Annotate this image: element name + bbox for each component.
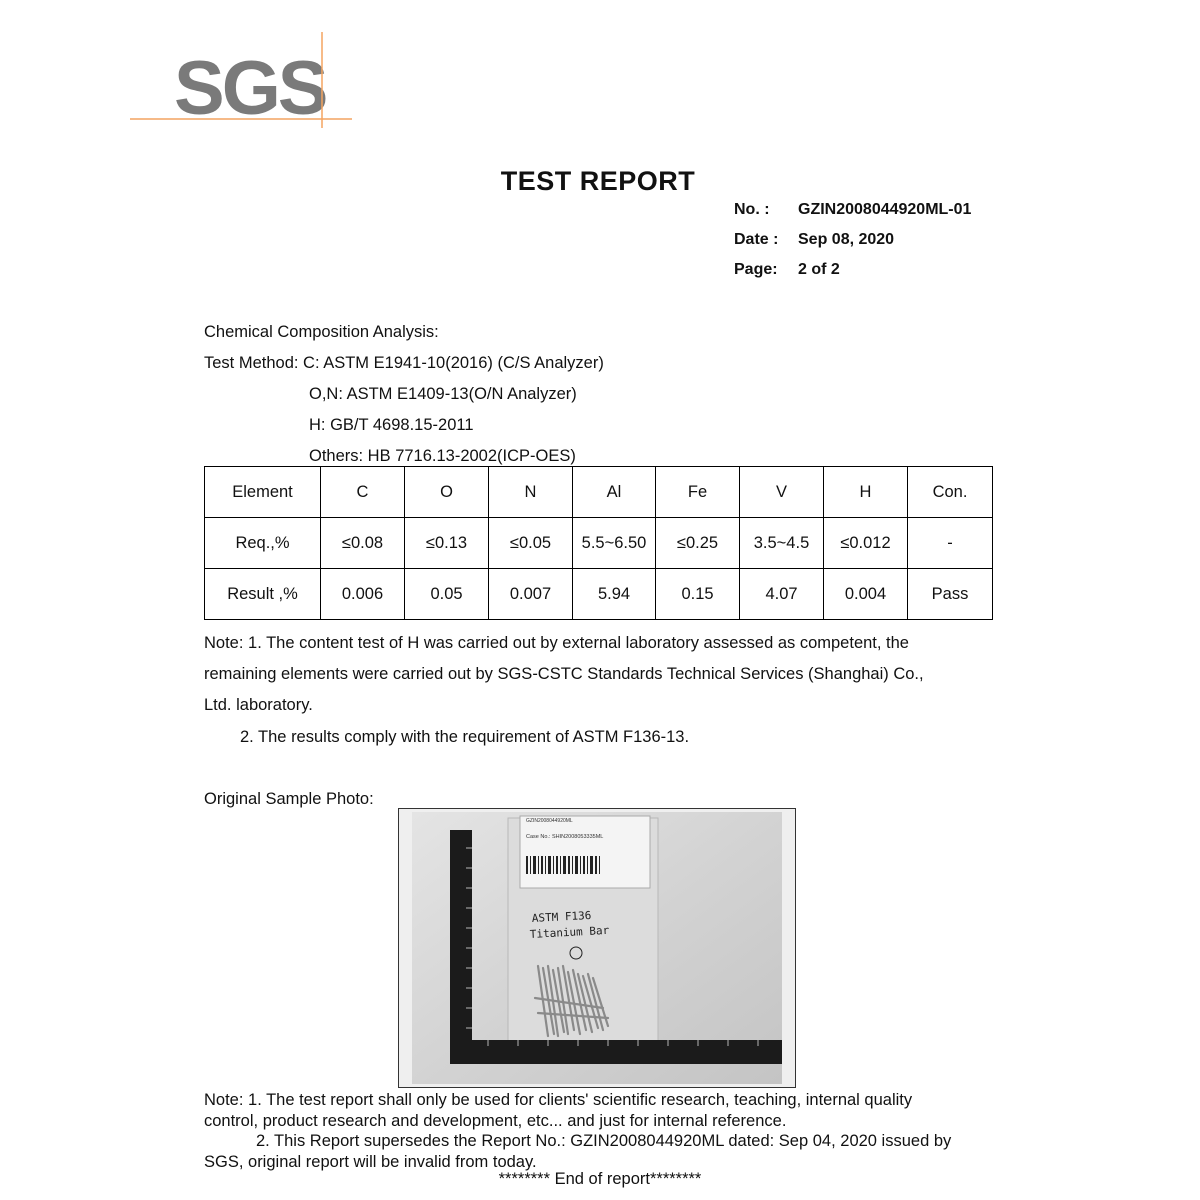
- footnote-line-1: Note: 1. The test report shall only be used for clients' scientific research, teaching, internal quality: [204, 1091, 913, 1109]
- report-number: No. : GZIN2008044920ML-01: [734, 201, 972, 218]
- table-cell: Pass: [908, 569, 993, 620]
- footnote: [204, 1090, 1004, 1172]
- end-of-report: ******** End of report********: [498, 1170, 702, 1188]
- table-cell: 3.5~4.5: [740, 518, 824, 569]
- table-cell: 4.07: [740, 569, 824, 620]
- table-cell: V: [740, 467, 824, 518]
- test-method-on: O,N: ASTM E1409-13(O/N Analyzer): [309, 385, 577, 403]
- table-cell: 5.94: [573, 569, 656, 620]
- table-cell: ≤0.13: [405, 518, 489, 569]
- table-cell: Con.: [908, 467, 993, 518]
- table-cell: 0.007: [489, 569, 573, 620]
- handwriting-titanium: Titanium Bar: [529, 923, 610, 941]
- table-cell: O: [405, 467, 489, 518]
- table-cell: 0.004: [824, 569, 908, 620]
- table-cell: 0.006: [321, 569, 405, 620]
- table-cell: 0.05: [405, 569, 489, 620]
- footnote-line-4: SGS, original report will be invalid from today.: [204, 1152, 537, 1171]
- table-cell: Result ,%: [205, 569, 321, 620]
- handwriting-astm: ASTM F136: [531, 908, 592, 925]
- table-row-requirement: [205, 518, 993, 569]
- report-date: Date : Sep 08, 2020: [734, 231, 895, 248]
- table-cell: 5.5~6.50: [573, 518, 656, 569]
- note-line-3: Ltd. laboratory.: [204, 696, 313, 714]
- label-report-id: GZIN2008044920ML: [526, 818, 573, 824]
- table-row-result: [205, 569, 993, 620]
- table-cell: Fe: [656, 467, 740, 518]
- table-cell: Al: [573, 467, 656, 518]
- note-line-4: 2. The results comply with the requirement of ASTM F136-13.: [240, 728, 690, 746]
- table-cell: Req.,%: [205, 518, 321, 569]
- note-line-2: remaining elements were carried out by SGS-CSTC Standards Technical Services (Shanghai) Co.,: [204, 665, 924, 683]
- sgs-logo: [130, 30, 355, 130]
- photo-label: Original Sample Photo:: [204, 790, 374, 808]
- composition-table: [204, 466, 993, 620]
- table-cell: 0.15: [656, 569, 740, 620]
- table-cell: -: [908, 518, 993, 569]
- table-cell: ≤0.012: [824, 518, 908, 569]
- table-cell: ≤0.05: [489, 518, 573, 569]
- table-cell: H: [824, 467, 908, 518]
- table-cell: N: [489, 467, 573, 518]
- table-cell: ≤0.25: [656, 518, 740, 569]
- report-title: TEST REPORT: [500, 166, 696, 196]
- note-line-1: Note: 1. The content test of H was carried out by external laboratory assessed as competent, the: [204, 634, 909, 652]
- analysis-heading: Chemical Composition Analysis:: [204, 323, 439, 341]
- footnote-line-3: 2. This Report supersedes the Report No.: GZIN2008044920ML dated: Sep 04, 2020 issued by: [256, 1132, 952, 1150]
- test-method-others: Others: HB 7716.13-2002(ICP-OES): [309, 447, 576, 465]
- table-cell: C: [321, 467, 405, 518]
- table-cell: ≤0.08: [321, 518, 405, 569]
- table-cell: Element: [205, 467, 321, 518]
- report-page: Page: 2 of 2: [734, 261, 840, 278]
- sgs-logo-text: SGS: [174, 46, 326, 130]
- footnote-line-2: control, product research and development, etc... and just for internal reference.: [204, 1111, 787, 1130]
- photo-frame: [398, 808, 796, 1088]
- test-method-line: Test Method: C: ASTM E1941-10(2016) (C/S Analyzer): [204, 354, 604, 372]
- label-case-no: Case No.: SHIN2008053335ML: [526, 834, 604, 840]
- test-method-h: H: GB/T 4698.15-2011: [309, 416, 474, 434]
- table-header-row: [205, 467, 993, 518]
